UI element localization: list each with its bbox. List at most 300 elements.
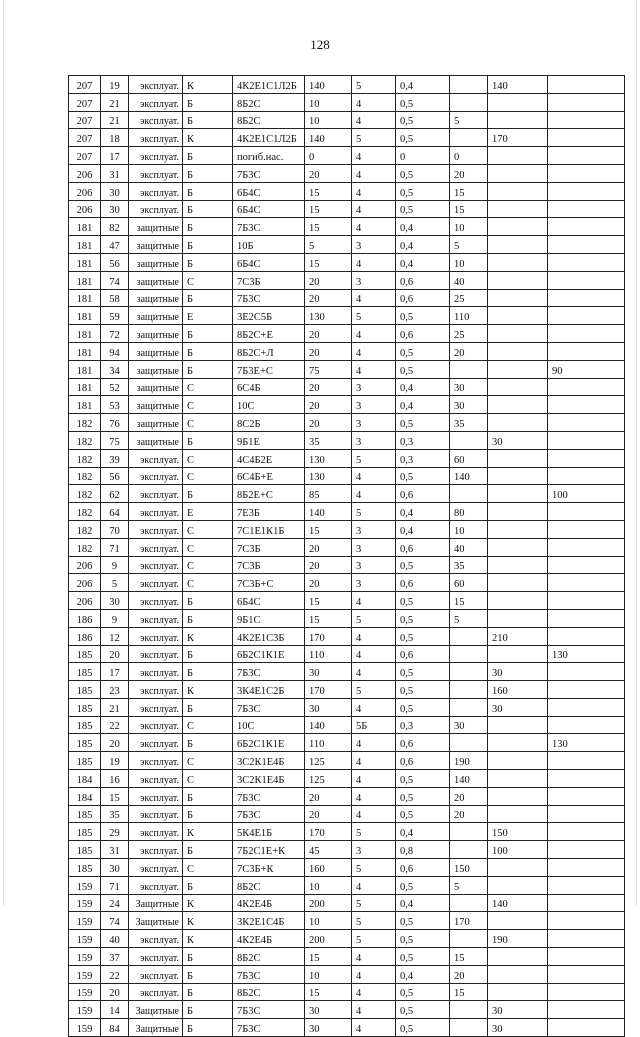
species-cell: Б xyxy=(183,147,233,165)
value-c-cell xyxy=(548,894,625,912)
table-row xyxy=(69,342,625,360)
age-cell: 20 xyxy=(305,787,352,805)
plot-cell: 74 xyxy=(101,271,129,289)
composition-cell: 7Б3С xyxy=(233,1001,305,1019)
density-cell: 0,3 xyxy=(396,449,450,467)
age-cell: 170 xyxy=(305,627,352,645)
table-row xyxy=(69,182,625,200)
density-cell: 0,5 xyxy=(396,93,450,111)
value-c-cell xyxy=(548,414,625,432)
species-cell: С xyxy=(183,414,233,432)
plot-cell: 74 xyxy=(101,912,129,930)
species-cell: Б xyxy=(183,841,233,859)
category-cell: эксплуат. xyxy=(129,841,183,859)
category-cell: защитные xyxy=(129,236,183,254)
plot-cell: 40 xyxy=(101,930,129,948)
table-row xyxy=(69,218,625,236)
composition-cell: 7Е3Б xyxy=(233,503,305,521)
table-row xyxy=(69,503,625,521)
class-cell: 4 xyxy=(352,342,396,360)
quarter-cell: 207 xyxy=(69,93,101,111)
value-c-cell xyxy=(548,681,625,699)
quarter-cell: 159 xyxy=(69,983,101,1001)
value-c-cell xyxy=(548,378,625,396)
density-cell: 0,4 xyxy=(396,236,450,254)
species-cell: С xyxy=(183,467,233,485)
age-cell: 35 xyxy=(305,431,352,449)
value-b-cell xyxy=(488,342,548,360)
species-cell: Б xyxy=(183,1019,233,1037)
quarter-cell: 185 xyxy=(69,698,101,716)
value-c-cell xyxy=(548,271,625,289)
value-a-cell: 20 xyxy=(450,164,488,182)
value-b-cell xyxy=(488,236,548,254)
composition-cell: 6С4Б xyxy=(233,378,305,396)
category-cell: эксплуат. xyxy=(129,93,183,111)
value-c-cell xyxy=(548,76,625,94)
plot-cell: 14 xyxy=(101,1001,129,1019)
density-cell: 0,6 xyxy=(396,325,450,343)
age-cell: 10 xyxy=(305,93,352,111)
plot-cell: 15 xyxy=(101,787,129,805)
composition-cell: 8Б2С xyxy=(233,93,305,111)
composition-cell: 7С3Б+С xyxy=(233,574,305,592)
table-row xyxy=(69,538,625,556)
value-c-cell xyxy=(548,325,625,343)
table-row xyxy=(69,360,625,378)
age-cell: 15 xyxy=(305,182,352,200)
quarter-cell: 207 xyxy=(69,147,101,165)
value-b-cell xyxy=(488,467,548,485)
quarter-cell: 181 xyxy=(69,342,101,360)
plot-cell: 71 xyxy=(101,876,129,894)
value-a-cell: 170 xyxy=(450,912,488,930)
species-cell: Б xyxy=(183,787,233,805)
value-c-cell xyxy=(548,609,625,627)
quarter-cell: 182 xyxy=(69,449,101,467)
plot-cell: 52 xyxy=(101,378,129,396)
value-b-cell xyxy=(488,147,548,165)
age-cell: 5 xyxy=(305,236,352,254)
value-b-cell xyxy=(488,271,548,289)
class-cell: 4 xyxy=(352,983,396,1001)
density-cell: 0,4 xyxy=(396,378,450,396)
species-cell: С xyxy=(183,378,233,396)
species-cell: Б xyxy=(183,111,233,129)
category-cell: эксплуат. xyxy=(129,734,183,752)
table-row xyxy=(69,236,625,254)
density-cell: 0,5 xyxy=(396,1019,450,1037)
value-c-cell xyxy=(548,218,625,236)
table-row xyxy=(69,253,625,271)
value-c-cell xyxy=(548,841,625,859)
density-cell: 0,5 xyxy=(396,609,450,627)
value-c-cell xyxy=(548,503,625,521)
species-cell: С xyxy=(183,752,233,770)
composition-cell: погиб.нас. xyxy=(233,147,305,165)
composition-cell: 7Б3С xyxy=(233,164,305,182)
age-cell: 20 xyxy=(305,342,352,360)
value-a-cell: 110 xyxy=(450,307,488,325)
value-b-cell: 30 xyxy=(488,1001,548,1019)
quarter-cell: 181 xyxy=(69,253,101,271)
value-a-cell: 10 xyxy=(450,218,488,236)
quarter-cell: 207 xyxy=(69,111,101,129)
category-cell: защитные xyxy=(129,218,183,236)
quarter-cell: 159 xyxy=(69,1019,101,1037)
table-row xyxy=(69,378,625,396)
density-cell: 0,4 xyxy=(396,396,450,414)
age-cell: 110 xyxy=(305,645,352,663)
category-cell: эксплуат. xyxy=(129,876,183,894)
class-cell: 3 xyxy=(352,414,396,432)
density-cell: 0,5 xyxy=(396,627,450,645)
value-b-cell xyxy=(488,253,548,271)
table-row xyxy=(69,431,625,449)
category-cell: защитные xyxy=(129,289,183,307)
value-c-cell xyxy=(548,698,625,716)
table-row xyxy=(69,698,625,716)
composition-cell: 4К2Е1С1Л2Б xyxy=(233,76,305,94)
composition-cell: 7Б3С xyxy=(233,787,305,805)
quarter-cell: 185 xyxy=(69,859,101,877)
value-a-cell: 140 xyxy=(450,770,488,788)
class-cell: 4 xyxy=(352,467,396,485)
value-a-cell xyxy=(450,1001,488,1019)
density-cell: 0,5 xyxy=(396,360,450,378)
age-cell: 140 xyxy=(305,716,352,734)
class-cell: 5 xyxy=(352,449,396,467)
value-a-cell: 40 xyxy=(450,271,488,289)
species-cell: Б xyxy=(183,698,233,716)
value-b-cell xyxy=(488,859,548,877)
species-cell: Б xyxy=(183,1001,233,1019)
composition-cell: 7Б3Е+С xyxy=(233,360,305,378)
table-row xyxy=(69,627,625,645)
plot-cell: 75 xyxy=(101,431,129,449)
class-cell: 3 xyxy=(352,556,396,574)
value-b-cell: 30 xyxy=(488,698,548,716)
category-cell: эксплуат. xyxy=(129,164,183,182)
category-cell: эксплуат. xyxy=(129,716,183,734)
class-cell: 4 xyxy=(352,627,396,645)
value-c-cell xyxy=(548,253,625,271)
density-cell: 0,5 xyxy=(396,948,450,966)
value-c-cell xyxy=(548,467,625,485)
plot-cell: 17 xyxy=(101,663,129,681)
table-row xyxy=(69,912,625,930)
age-cell: 20 xyxy=(305,325,352,343)
quarter-cell: 185 xyxy=(69,805,101,823)
class-cell: 4 xyxy=(352,752,396,770)
class-cell: 4 xyxy=(352,325,396,343)
right-page-edge xyxy=(636,0,637,905)
composition-cell: 7Б3С xyxy=(233,805,305,823)
plot-cell: 18 xyxy=(101,129,129,147)
species-cell: Б xyxy=(183,164,233,182)
quarter-cell: 182 xyxy=(69,431,101,449)
value-c-cell xyxy=(548,574,625,592)
age-cell: 20 xyxy=(305,396,352,414)
value-c-cell xyxy=(548,164,625,182)
class-cell: 3 xyxy=(352,841,396,859)
category-cell: эксплуат. xyxy=(129,129,183,147)
value-a-cell: 30 xyxy=(450,396,488,414)
quarter-cell: 184 xyxy=(69,787,101,805)
value-c-cell xyxy=(548,236,625,254)
plot-cell: 9 xyxy=(101,556,129,574)
table-row xyxy=(69,876,625,894)
age-cell: 85 xyxy=(305,485,352,503)
age-cell: 20 xyxy=(305,271,352,289)
value-b-cell xyxy=(488,645,548,663)
age-cell: 30 xyxy=(305,663,352,681)
composition-cell: 6Б4С xyxy=(233,182,305,200)
age-cell: 15 xyxy=(305,200,352,218)
value-c-cell xyxy=(548,805,625,823)
value-a-cell: 10 xyxy=(450,253,488,271)
table-row xyxy=(69,485,625,503)
category-cell: защитные xyxy=(129,342,183,360)
value-a-cell xyxy=(450,823,488,841)
value-c-cell xyxy=(548,111,625,129)
value-c-cell xyxy=(548,876,625,894)
class-cell: 5 xyxy=(352,930,396,948)
age-cell: 10 xyxy=(305,876,352,894)
category-cell: эксплуат. xyxy=(129,538,183,556)
composition-cell: 10С xyxy=(233,716,305,734)
composition-cell: 8С2Б xyxy=(233,414,305,432)
forest-inventory-table xyxy=(68,75,625,1037)
age-cell: 20 xyxy=(305,289,352,307)
value-b-cell xyxy=(488,218,548,236)
composition-cell: 6Б4С xyxy=(233,592,305,610)
category-cell: эксплуат. xyxy=(129,859,183,877)
value-c-cell xyxy=(548,289,625,307)
quarter-cell: 185 xyxy=(69,823,101,841)
value-a-cell: 140 xyxy=(450,467,488,485)
value-a-cell xyxy=(450,663,488,681)
plot-cell: 56 xyxy=(101,253,129,271)
quarter-cell: 181 xyxy=(69,289,101,307)
species-cell: К xyxy=(183,129,233,147)
species-cell: Б xyxy=(183,218,233,236)
table-row xyxy=(69,823,625,841)
species-cell: Б xyxy=(183,876,233,894)
age-cell: 10 xyxy=(305,912,352,930)
density-cell: 0,5 xyxy=(396,414,450,432)
class-cell: 4 xyxy=(352,253,396,271)
category-cell: эксплуат. xyxy=(129,503,183,521)
species-cell: К xyxy=(183,930,233,948)
class-cell: 5 xyxy=(352,307,396,325)
density-cell: 0,5 xyxy=(396,556,450,574)
quarter-cell: 181 xyxy=(69,271,101,289)
age-cell: 130 xyxy=(305,307,352,325)
age-cell: 200 xyxy=(305,930,352,948)
plot-cell: 62 xyxy=(101,485,129,503)
category-cell: эксплуат. xyxy=(129,948,183,966)
table-row xyxy=(69,1019,625,1037)
value-b-cell: 140 xyxy=(488,894,548,912)
composition-cell: 8Б2С+Е xyxy=(233,325,305,343)
species-cell: Б xyxy=(183,325,233,343)
value-c-cell xyxy=(548,93,625,111)
value-a-cell: 60 xyxy=(450,449,488,467)
species-cell: К xyxy=(183,681,233,699)
value-a-cell xyxy=(450,485,488,503)
value-a-cell xyxy=(450,76,488,94)
quarter-cell: 159 xyxy=(69,1001,101,1019)
age-cell: 170 xyxy=(305,823,352,841)
value-b-cell xyxy=(488,111,548,129)
value-c-cell xyxy=(548,147,625,165)
density-cell: 0,4 xyxy=(396,503,450,521)
table-row xyxy=(69,200,625,218)
value-c-cell xyxy=(548,948,625,966)
density-cell: 0,5 xyxy=(396,876,450,894)
composition-cell: 3Е2С5Б xyxy=(233,307,305,325)
plot-cell: 84 xyxy=(101,1019,129,1037)
value-a-cell xyxy=(450,645,488,663)
category-cell: эксплуат. xyxy=(129,485,183,503)
composition-cell: 8Б2С xyxy=(233,948,305,966)
plot-cell: 21 xyxy=(101,111,129,129)
table-row xyxy=(69,734,625,752)
quarter-cell: 159 xyxy=(69,965,101,983)
value-b-cell: 100 xyxy=(488,841,548,859)
value-a-cell: 80 xyxy=(450,503,488,521)
plot-cell: 72 xyxy=(101,325,129,343)
value-a-cell: 5 xyxy=(450,236,488,254)
class-cell: 5 xyxy=(352,76,396,94)
age-cell: 10 xyxy=(305,111,352,129)
table-row xyxy=(69,1001,625,1019)
density-cell: 0,3 xyxy=(396,716,450,734)
class-cell: 5 xyxy=(352,912,396,930)
composition-cell: 8Б2С xyxy=(233,983,305,1001)
plot-cell: 70 xyxy=(101,520,129,538)
value-c-cell: 130 xyxy=(548,645,625,663)
plot-cell: 21 xyxy=(101,93,129,111)
value-a-cell: 15 xyxy=(450,592,488,610)
value-b-cell xyxy=(488,770,548,788)
composition-cell: 7Б3С xyxy=(233,663,305,681)
value-b-cell xyxy=(488,378,548,396)
composition-cell: 7С3Б xyxy=(233,271,305,289)
plot-cell: 21 xyxy=(101,698,129,716)
table-row xyxy=(69,76,625,94)
class-cell: 4 xyxy=(352,805,396,823)
density-cell: 0,5 xyxy=(396,307,450,325)
species-cell: Б xyxy=(183,342,233,360)
table-row xyxy=(69,609,625,627)
composition-cell: 10Б xyxy=(233,236,305,254)
value-c-cell xyxy=(548,129,625,147)
value-b-cell xyxy=(488,182,548,200)
plot-cell: 29 xyxy=(101,823,129,841)
table-row xyxy=(69,467,625,485)
value-b-cell xyxy=(488,289,548,307)
quarter-cell: 159 xyxy=(69,948,101,966)
value-b-cell xyxy=(488,538,548,556)
plot-cell: 30 xyxy=(101,200,129,218)
composition-cell: 7Б3С xyxy=(233,289,305,307)
value-c-cell xyxy=(548,627,625,645)
species-cell: С xyxy=(183,396,233,414)
quarter-cell: 185 xyxy=(69,734,101,752)
value-a-cell: 25 xyxy=(450,325,488,343)
category-cell: эксплуат. xyxy=(129,592,183,610)
composition-cell: 7С3Б xyxy=(233,556,305,574)
value-b-cell: 190 xyxy=(488,930,548,948)
value-c-cell xyxy=(548,859,625,877)
plot-cell: 31 xyxy=(101,164,129,182)
composition-cell: 3К4Е1С2Б xyxy=(233,681,305,699)
value-c-cell: 90 xyxy=(548,360,625,378)
species-cell: Б xyxy=(183,93,233,111)
value-a-cell: 25 xyxy=(450,289,488,307)
value-b-cell: 160 xyxy=(488,681,548,699)
class-cell: 5 xyxy=(352,129,396,147)
plot-cell: 23 xyxy=(101,681,129,699)
density-cell: 0,4 xyxy=(396,965,450,983)
table-row xyxy=(69,271,625,289)
value-b-cell xyxy=(488,965,548,983)
age-cell: 20 xyxy=(305,164,352,182)
density-cell: 0,5 xyxy=(396,770,450,788)
table-row xyxy=(69,129,625,147)
class-cell: 3 xyxy=(352,236,396,254)
species-cell: Б xyxy=(183,253,233,271)
value-a-cell: 190 xyxy=(450,752,488,770)
composition-cell: 3К2Е1С4Б xyxy=(233,912,305,930)
age-cell: 20 xyxy=(305,574,352,592)
value-c-cell xyxy=(548,431,625,449)
value-a-cell xyxy=(450,93,488,111)
value-b-cell xyxy=(488,503,548,521)
class-cell: 4 xyxy=(352,663,396,681)
species-cell: Б xyxy=(183,965,233,983)
density-cell: 0,5 xyxy=(396,1001,450,1019)
age-cell: 20 xyxy=(305,805,352,823)
value-b-cell: 30 xyxy=(488,431,548,449)
species-cell: Б xyxy=(183,983,233,1001)
plot-cell: 20 xyxy=(101,645,129,663)
value-c-cell xyxy=(548,182,625,200)
composition-cell: 7Б3С xyxy=(233,965,305,983)
class-cell: 4 xyxy=(352,876,396,894)
quarter-cell: 207 xyxy=(69,129,101,147)
value-c-cell xyxy=(548,787,625,805)
age-cell: 200 xyxy=(305,894,352,912)
value-b-cell xyxy=(488,876,548,894)
age-cell: 15 xyxy=(305,218,352,236)
quarter-cell: 185 xyxy=(69,645,101,663)
class-cell: 4 xyxy=(352,734,396,752)
table-row xyxy=(69,859,625,877)
density-cell: 0,5 xyxy=(396,805,450,823)
value-b-cell xyxy=(488,556,548,574)
class-cell: 3 xyxy=(352,396,396,414)
density-cell: 0,5 xyxy=(396,930,450,948)
plot-cell: 35 xyxy=(101,805,129,823)
class-cell: 4 xyxy=(352,645,396,663)
density-cell: 0,6 xyxy=(396,859,450,877)
class-cell: 3 xyxy=(352,538,396,556)
quarter-cell: 185 xyxy=(69,663,101,681)
plot-cell: 30 xyxy=(101,592,129,610)
